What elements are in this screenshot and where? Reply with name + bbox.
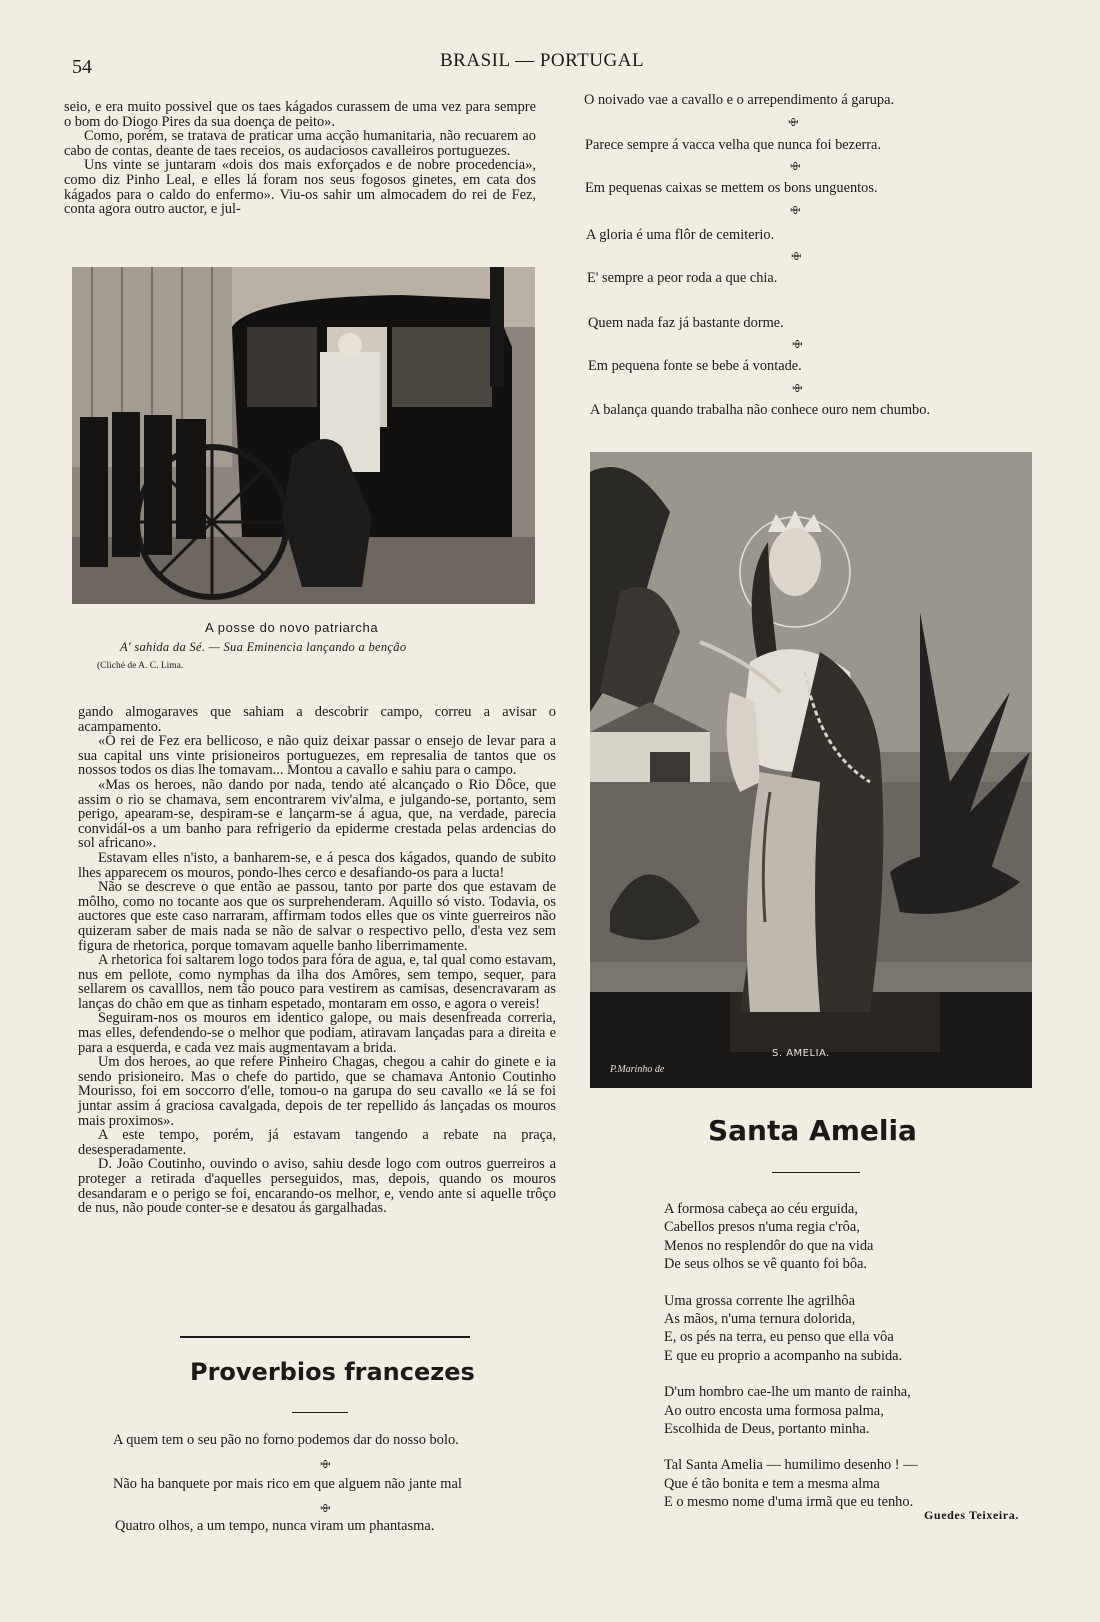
- poem-stanza: [664, 1292, 984, 1366]
- section-divider: [180, 1336, 470, 1338]
- poem-line: Que é tão bonita e tem a mesma alma: [664, 1475, 880, 1492]
- proverb-item: Em pequenas caixas se mettem os bons unguentos.: [585, 180, 878, 196]
- paragraph: Não se descreve o que então ae passou, tanto por parte dos que estavam de môlho, como no tocante aos que os surprehenderam. Aquillo só visto. Todavia, os auctores que este caso narraram, affirmam todos elles que os vinte guerreiros não quizeram saber de mais nada se não de salvar o respectivo pello, d'esta vez sem figura de rhetorica, porque tomavam aquelle banho liberrimamente.: [78, 879, 556, 954]
- proverb-item: A balança quando trabalha não conhece ouro nem chumbo.: [590, 402, 931, 418]
- poem-line: Menos no resplendôr do que na vida: [664, 1237, 874, 1254]
- proverb-item: A gloria é uma flôr de cemiterio.: [586, 227, 775, 243]
- paragraph: seio, e era muito possivel que os taes kágados curassem de uma vez para sempre o bom do Diogo Pires da sua doença de peito».: [64, 99, 536, 130]
- photo-credit: (Cliché de A. C. Lima.: [97, 661, 184, 671]
- poem-line: As mãos, n'uma ternura dolorida,: [664, 1311, 856, 1328]
- paragraph: «O rei de Fez era bellicoso, e não quiz deixar passar o ensejo de levar para a sua capital uns vinte prisioneiros portuguezes, em represalia de tantos que os nossos todos os dias lhe tomavam... Montou a cavallo e sahiu para o campo.: [78, 733, 556, 779]
- photo-caption-title: A posse do novo patriarcha: [205, 620, 379, 635]
- poem-stanza: [664, 1456, 984, 1511]
- paragraph: Estavam elles n'isto, a banharem-se, e á pesca dos kágados, quando de subito lhes apparecem os mouros, pondo-lhes cerco e desafiando-os para a lucta!: [78, 849, 556, 881]
- saint-figure-illustration: [590, 452, 1032, 1088]
- proverb-item: Quem nada faz já bastante dorme.: [588, 315, 784, 331]
- poem-line: Escolhida de Deus, portanto minha.: [664, 1421, 870, 1438]
- poem-line: A formosa cabeça ao céu erguida,: [664, 1201, 858, 1217]
- ornament-separator: ꗳ: [790, 204, 801, 217]
- photo-caption-subtitle: A' sahida da Sé. — Sua Eminencia lançando a benção: [120, 640, 407, 654]
- poem: [664, 1200, 984, 1530]
- paragraph: Uns vinte se juntaram «dois dos mais exforçados e de nobre procedencia», como diz Pinho Leal, e elles lá foram nos seus fogosos ginetes, em cata dos kágados para o caldo do enfermo». Viu-os sahir um almocadem do rei de Fez, conta agora outro auctor, e jul-: [64, 157, 536, 218]
- running-head: BRASIL — PORTUGAL: [440, 50, 645, 71]
- poem-line: D'um hombro cae-lhe um manto de rainha,: [664, 1384, 911, 1401]
- poem-line: Ao outro encosta uma formosa palma,: [664, 1402, 884, 1419]
- paragraph: gando almogaraves que sahiam a descobrir campo, correu a avisar o acampamento.: [78, 704, 556, 735]
- paragraph: «Mas os heroes, não dando por nada, tendo até alcançado o Rio Dôce, que assim o rio se chamava, sem encontrarem viv'alma, e julgando-se, portanto, sem perigo, apearam-se, despiram-se e lançarm-se á agua, que, na verdade, parecia convidál-os a um banho para refrigerio da epiderme crestada pelas ardencias do sol africano».: [78, 776, 556, 852]
- poem-line: E, os pés na terra, eu penso que ella vôa: [664, 1329, 894, 1346]
- poem-stanza: [664, 1200, 984, 1274]
- proverb-item: A quem tem o seu pão no forno podemos dar do nosso bolo.: [113, 1432, 459, 1448]
- paragraph: D. João Coutinho, ouvindo o aviso, sahiu desde logo com outros guerreiros a proteger a retirada d'aquelles perseguidos, mas, depois, quando os mouros desandaram e o perigo se foi, encarando-os melhor, e, vendo ante si aquelle trôço de nus, não poude conter-se e desatou ás gargalhadas.: [78, 1156, 556, 1217]
- proverb-item: E' sempre a peor roda a que chia.: [587, 270, 778, 286]
- title-underline: [772, 1172, 860, 1173]
- proverbios-title: Proverbios francezes: [190, 1358, 475, 1386]
- santa-amelia-title: Santa Amelia: [708, 1114, 917, 1147]
- ornament-separator: ꗳ: [790, 160, 801, 173]
- poem-author: Guedes Teixeira.: [924, 1508, 1019, 1522]
- carriage-scene-illustration: [72, 267, 535, 604]
- paragraph: Seguiram-nos os mouros em identico galope, ou mais desenfreada correria, mas elles, defendendo-se o melhor que podiam, atiravam lançadas para a direita e para a esquerda, e cada vez mais augmentavam a brida.: [78, 1010, 556, 1056]
- proverb-item: Não ha banquete por mais rico em que alguem não jante mal: [113, 1476, 462, 1492]
- ornament-separator: ꗳ: [788, 116, 799, 129]
- poem-stanza: [664, 1383, 984, 1438]
- poem-line: De seus olhos se vê quanto foi bôa.: [664, 1256, 868, 1273]
- ornament-separator: ꗳ: [791, 250, 802, 263]
- poem-line: Cabellos presos n'uma regia c'rôa,: [664, 1219, 860, 1236]
- proverb-item: Em pequena fonte se bebe á vontade.: [588, 358, 802, 374]
- page-number: 54: [72, 56, 92, 78]
- poem-line: E o mesmo nome d'uma irmã que eu tenho.: [664, 1494, 914, 1511]
- patriarch-carriage-photo: [72, 267, 535, 604]
- article-text-main: [78, 705, 556, 1216]
- ornament-separator: ꗳ: [792, 338, 803, 351]
- painting-signature: P.Marinho de: [610, 1064, 665, 1075]
- poem-line: E que eu proprio a acompanho na subida.: [664, 1347, 903, 1364]
- painting-label: S. AMELIA.: [772, 1048, 830, 1059]
- poem-line: Tal Santa Amelia — humilimo desenho ! —: [664, 1457, 918, 1474]
- paragraph: Como, porém, se tratava de praticar uma acção humanitaria, não recuarem ao cabo de contas, deante de taes receios, os audaciosos cavalleiros portuguezes.: [64, 128, 536, 159]
- ornament-separator: ꗳ: [792, 382, 803, 395]
- proverb-item: Parece sempre á vacca velha que nunca foi bezerra.: [585, 137, 882, 153]
- ornament-separator: ꗳ: [320, 1458, 331, 1471]
- article-text-top: [64, 100, 536, 217]
- paragraph: A este tempo, porém, já estavam tangendo a rebate na praça, desesperadamente.: [78, 1127, 556, 1158]
- title-underline: [292, 1412, 348, 1413]
- paragraph: Um dos heroes, ao que refere Pinheiro Chagas, chegou a cahir do ginete e ia sendo prisioneiro. Mas o chefe do partido, que se chamava Antonio Coutinho Mourisso, foi em soccorro d'elle, tomou-o na garupa do seu cavallo «e lá se foi juntar assim á graciosa cavalgada, depois de ter repellido ás lançadas os mouros mais proximos».: [78, 1054, 556, 1129]
- proverb-item: O noivado vae a cavallo e o arrependimento á garupa.: [584, 92, 895, 108]
- proverb-item: Quatro olhos, a um tempo, nunca viram um phantasma.: [115, 1518, 435, 1534]
- paragraph: A rhetorica foi saltarem logo todos para fóra de agua, e, tal qual como estavam, nus em pellote, como nymphas da ilha dos Amôres, sem tempo, sequer, para sellarem os cavalllos, nem tão pouco para vestirem as camisas, desencravaram as lanças do chão em que as tinham espetado, montaram em osso, e agora o vereis!: [78, 952, 556, 1012]
- poem-line: Uma grossa corrente lhe agrilhôa: [664, 1292, 855, 1309]
- santa-amelia-painting: [590, 452, 1032, 1088]
- ornament-separator: ꗳ: [320, 1502, 331, 1515]
